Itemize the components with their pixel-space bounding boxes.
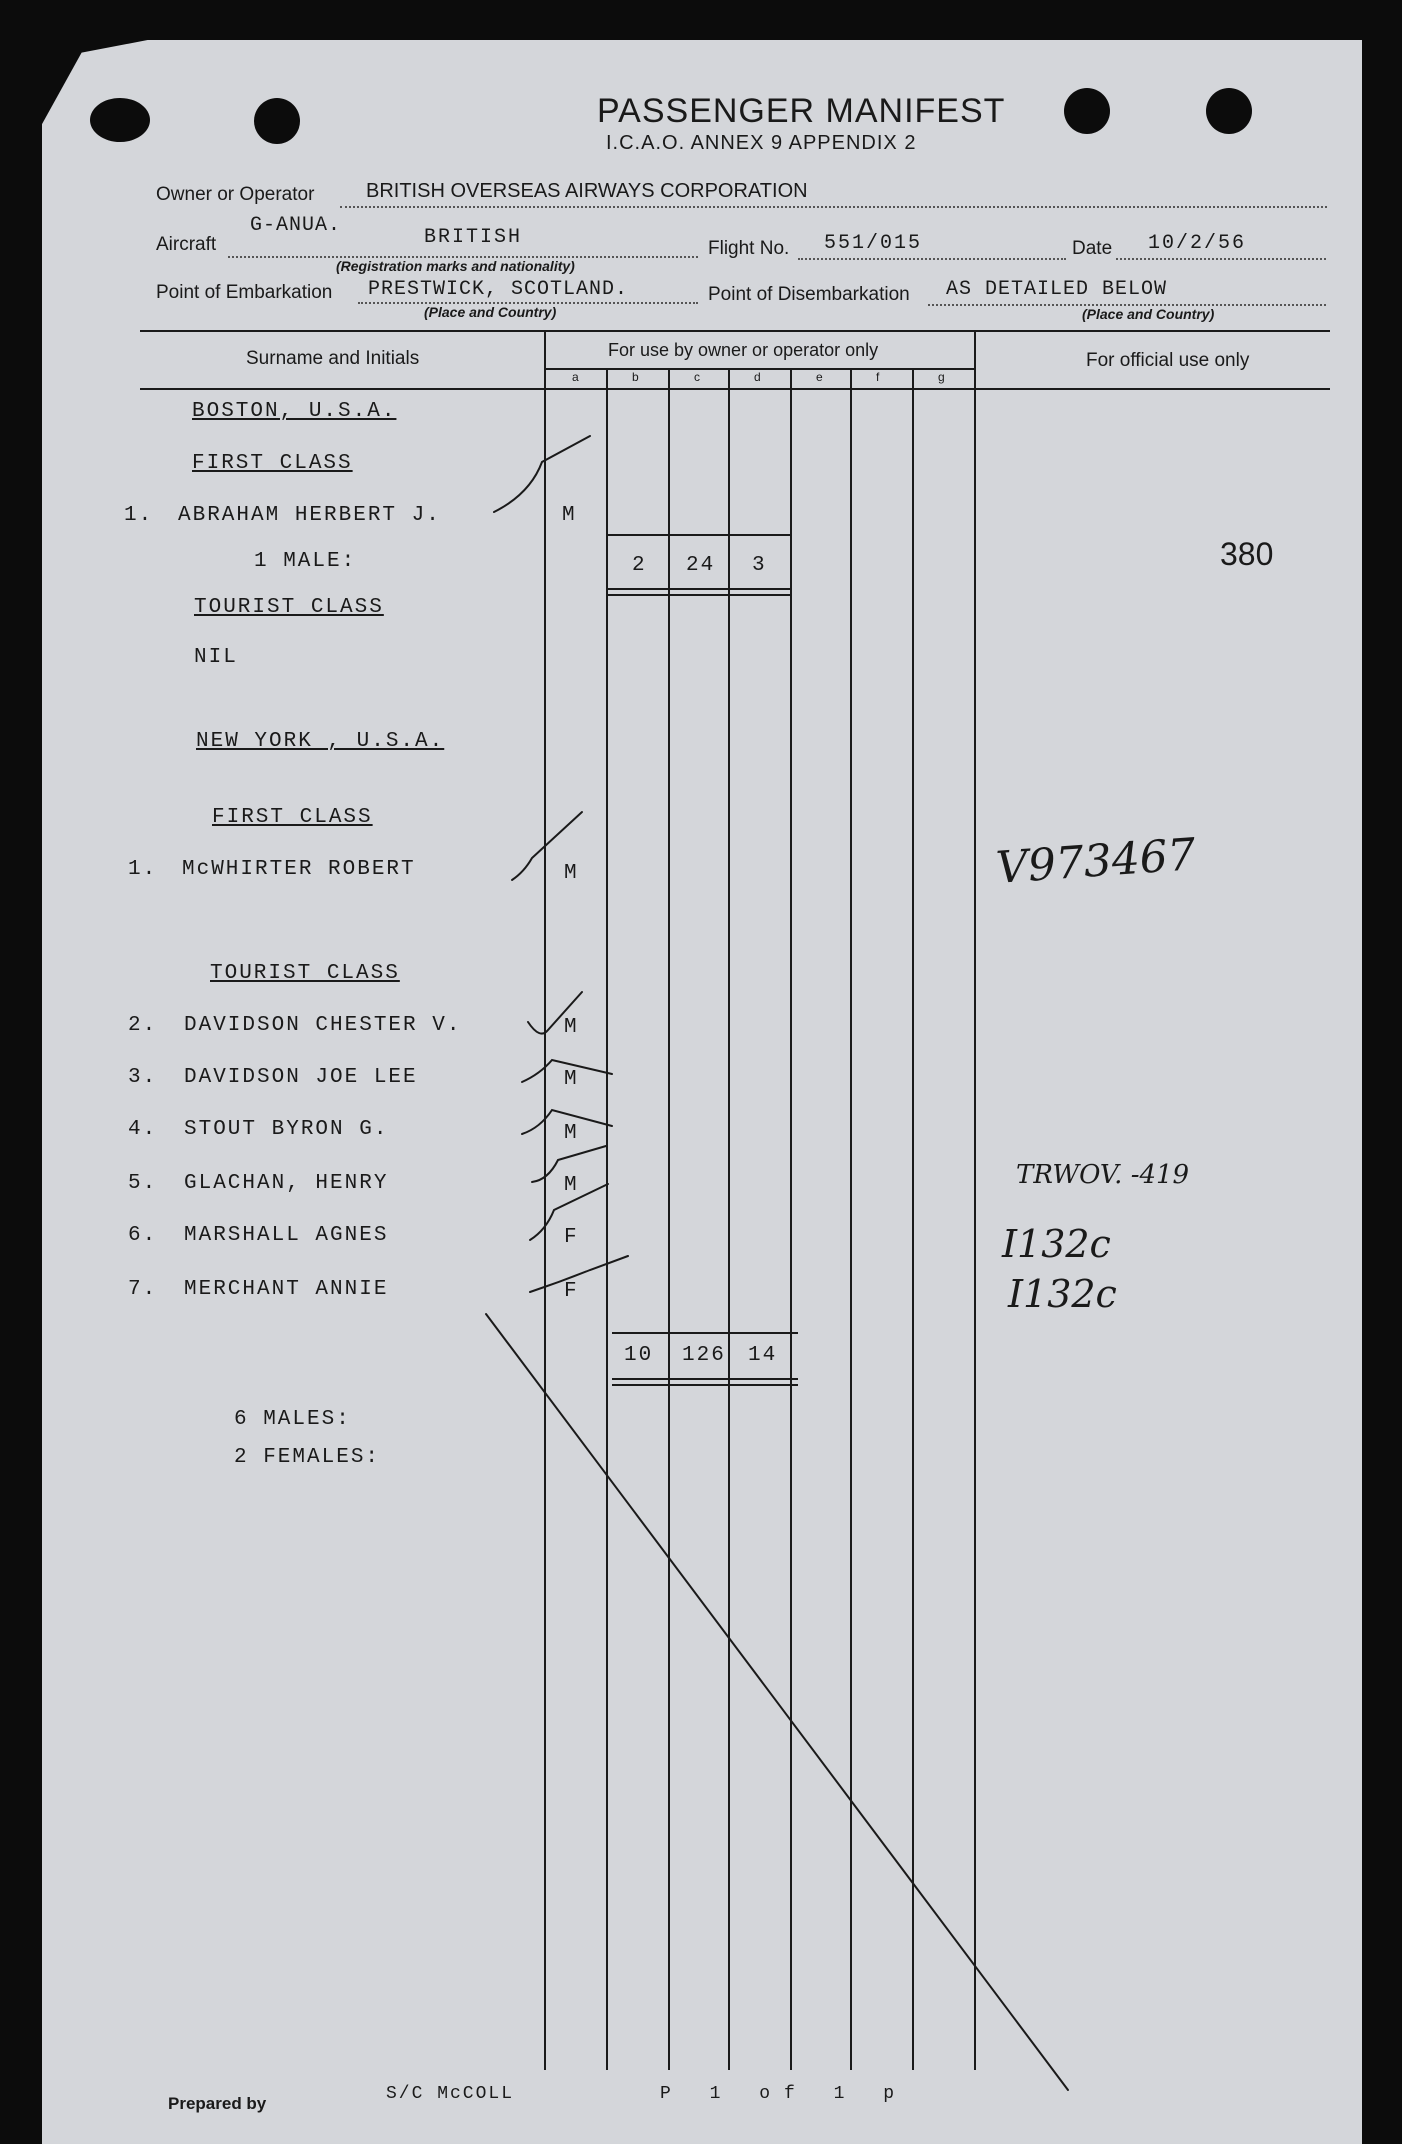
tourist-row-3-sex: M <box>564 1068 579 1091</box>
page-subtitle: I.C.A.O. ANNEX 9 APPENDIX 2 <box>606 132 917 154</box>
page-title: PASSENGER MANIFEST <box>597 92 1006 130</box>
newyork-total-d: 14 <box>748 1344 778 1367</box>
cross-out-line <box>486 1314 1068 2090</box>
disembarkation-value: AS DETAILED BELOW <box>946 278 1168 301</box>
flight-number: 551/015 <box>824 232 923 255</box>
boston-total-b: 2 <box>632 554 647 577</box>
tourist-official-note-3: I132c <box>1008 1272 1117 1316</box>
owner-value: BRITISH OVERSEAS AIRWAYS CORPORATION <box>366 180 808 202</box>
summary-females: 2 FEMALES: <box>234 1446 381 1469</box>
owner-use-header: For use by owner or operator only <box>608 340 879 360</box>
newyork-first-row-1-num: 1. <box>128 858 158 881</box>
newyork-tourist-class: TOURIST CLASS <box>210 962 400 985</box>
disembarkation-note: (Place and Country) <box>1082 306 1215 322</box>
col-letter-f: f <box>876 370 880 384</box>
boston-tourist-class: TOURIST CLASS <box>194 596 384 619</box>
flight-label: Flight No. <box>708 238 790 259</box>
tourist-row-3-num: 3. <box>128 1066 158 1089</box>
col-letter-c: c <box>694 370 700 384</box>
aircraft-registration: G-ANUA. <box>250 214 342 237</box>
tourist-row-2-sex: M <box>564 1016 579 1039</box>
page-number: P 1 of 1 p <box>660 2084 909 2104</box>
tourist-row-4-num: 4. <box>128 1118 158 1141</box>
tourist-row-5-name: GLACHAN, HENRY <box>184 1172 389 1195</box>
newyork-first-class: FIRST CLASS <box>212 806 373 829</box>
col-letter-d: d <box>754 370 761 384</box>
col-letter-e: e <box>816 370 823 384</box>
date-value: 10/2/56 <box>1148 232 1247 255</box>
date-label: Date <box>1072 238 1113 259</box>
boston-heading: BOSTON, U.S.A. <box>192 400 397 423</box>
disembarkation-label: Point of Disembarkation <box>708 284 910 305</box>
check-mark-icon <box>530 1184 608 1240</box>
prepared-by-label: Prepared by <box>168 2094 267 2113</box>
tourist-row-2-num: 2. <box>128 1014 158 1037</box>
aircraft-label: Aircraft <box>156 234 217 255</box>
tourist-row-6-sex: F <box>564 1226 579 1249</box>
tourist-row-5-sex: M <box>564 1174 579 1197</box>
embarkation-label: Point of Embarkation <box>156 282 333 303</box>
boston-summary: 1 MALE: <box>254 550 357 573</box>
check-mark-icon <box>512 812 582 880</box>
tourist-row-4-name: STOUT BYRON G. <box>184 1118 389 1141</box>
check-mark-icon <box>522 1060 612 1082</box>
newyork-total-c: 126 <box>682 1344 726 1367</box>
boston-official-note: 380 <box>1220 536 1274 572</box>
col-letter-a: a <box>572 370 579 384</box>
aircraft-nationality: BRITISH <box>424 226 523 249</box>
summary-males: 6 MALES: <box>234 1408 351 1431</box>
tourist-official-note-2: I132c <box>1002 1222 1111 1266</box>
tourist-row-4-sex: M <box>564 1122 579 1145</box>
check-mark-icon <box>494 436 590 512</box>
tourist-row-7-num: 7. <box>128 1278 158 1301</box>
owner-label: Owner or Operator <box>156 184 315 205</box>
official-use-header: For official use only <box>1086 350 1250 371</box>
tourist-row-6-num: 6. <box>128 1224 158 1247</box>
embarkation-note: (Place and Country) <box>424 304 557 320</box>
tourist-row-6-name: MARSHALL AGNES <box>184 1224 389 1247</box>
newyork-total-b: 10 <box>624 1344 654 1367</box>
boston-row-1-sex: M <box>562 504 577 527</box>
tourist-row-7-sex: F <box>564 1280 579 1303</box>
newyork-first-row-1-sex: M <box>564 862 579 885</box>
tourist-row-7-name: MERCHANT ANNIE <box>184 1278 389 1301</box>
check-mark-icon <box>532 1146 606 1182</box>
aircraft-note: (Registration marks and nationality) <box>336 258 575 274</box>
boston-row-1-name: ABRAHAM HERBERT J. <box>178 504 441 527</box>
boston-first-class: FIRST CLASS <box>192 452 353 475</box>
boston-total-d: 3 <box>752 554 767 577</box>
boston-row-1-num: 1. <box>124 504 154 527</box>
embarkation-value: PRESTWICK, SCOTLAND. <box>368 278 629 301</box>
tourist-official-note-1: TRWOV. -419 <box>1016 1160 1190 1190</box>
boston-total-c: 24 <box>686 554 716 577</box>
boston-tourist-nil: NIL <box>194 646 238 669</box>
col-letter-b: b <box>632 370 639 384</box>
check-mark-icon <box>522 1110 612 1134</box>
newyork-heading: NEW YORK , U.S.A. <box>196 730 445 753</box>
tourist-row-2-name: DAVIDSON CHESTER V. <box>184 1014 462 1037</box>
surname-header: Surname and Initials <box>246 348 420 369</box>
check-mark-icon <box>528 992 582 1034</box>
newyork-first-official-note: V973467 <box>994 829 1198 894</box>
tourist-row-5-num: 5. <box>128 1172 158 1195</box>
col-letter-g: g <box>938 370 945 384</box>
newyork-first-row-1-name: McWHIRTER ROBERT <box>182 858 416 881</box>
prepared-by-value: S/C McCOLL <box>386 2084 515 2104</box>
check-mark-icon <box>530 1256 628 1292</box>
tourist-row-3-name: DAVIDSON JOE LEE <box>184 1066 418 1089</box>
